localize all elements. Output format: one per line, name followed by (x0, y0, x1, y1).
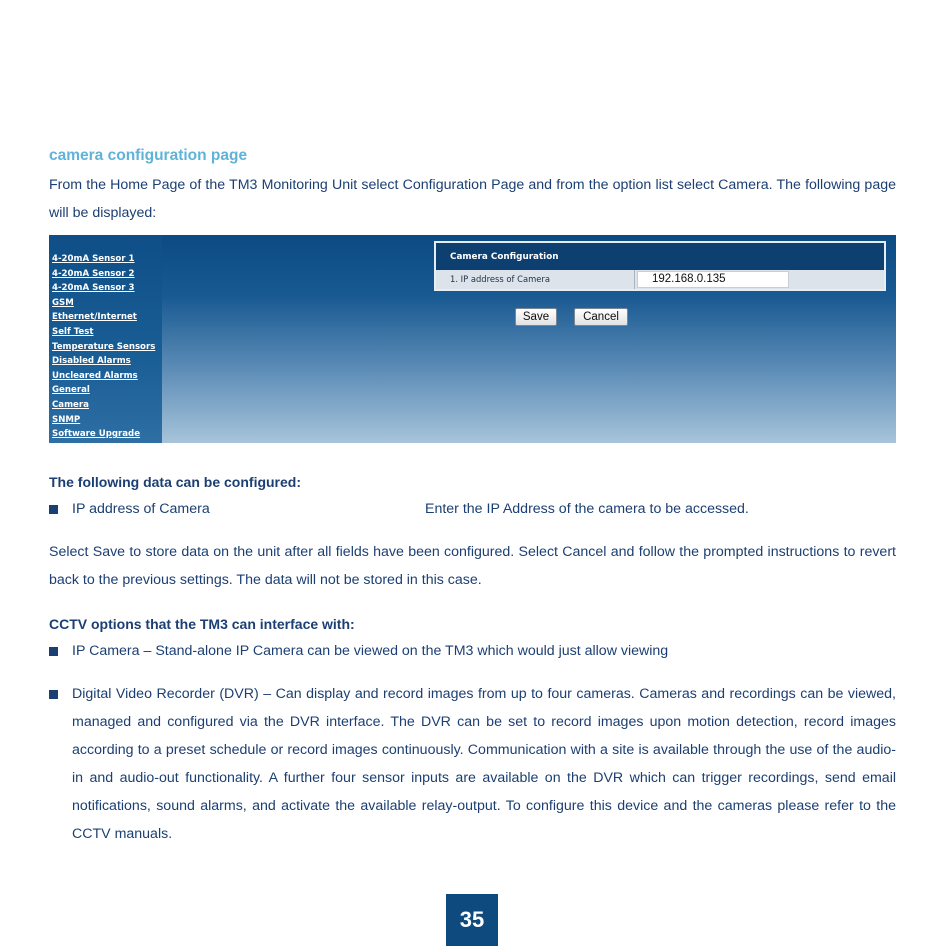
sidebar-item-software-upgrade[interactable]: Software Upgrade (52, 429, 141, 440)
cctv-item (49, 680, 896, 850)
sidebar-item-camera[interactable]: Camera (52, 399, 89, 410)
panel-title: Camera Configuration (450, 252, 559, 262)
configurable-item-description: Enter the IP Address of the camera to be accessed. (425, 501, 749, 517)
intro-paragraph: From the Home Page of the TM3 Monitoring Unit select Configuration Page and from the option list select Camera. The following page will be displayed: (49, 177, 896, 221)
camera-config-screenshot (49, 235, 896, 443)
configurable-heading: The following data can be configured: (49, 474, 302, 490)
cctv-item (49, 637, 896, 665)
page-heading: camera configuration page (49, 147, 248, 164)
sidebar (49, 235, 162, 443)
sidebar-item-uncleared-alarms[interactable]: Uncleared Alarms (52, 370, 138, 381)
cctv-item-text: IP Camera – Stand-alone IP Camera can be viewed on the TM3 which would just allow viewing (72, 643, 669, 659)
sidebar-item-temperature-sensors[interactable]: Temperature Sensors (52, 341, 156, 352)
bullet-square-icon (49, 647, 58, 656)
sidebar-item-gsm[interactable]: GSM (52, 297, 74, 308)
sidebar-item-general[interactable]: General (52, 385, 90, 396)
camera-config-panel (434, 241, 886, 291)
save-button[interactable]: Save (515, 308, 557, 326)
ip-address-row (436, 270, 884, 289)
sidebar-item-sensor-2[interactable]: 4-20mA Sensor 2 (52, 268, 135, 279)
sidebar-item-snmp[interactable]: SNMP (52, 414, 81, 425)
sidebar-item-sensor-1[interactable]: 4-20mA Sensor 1 (52, 254, 135, 264)
save-note-paragraph: Select Save to store data on the unit after all fields have been configured. Select Cancel and follow the prompted instructions to revert back to the previous settings. The data will not be stored in this case. (49, 544, 896, 588)
page-number: 35 (446, 894, 498, 946)
sidebar-item-ethernet[interactable]: Ethernet/Internet (52, 312, 137, 323)
bullet-square-icon (49, 690, 58, 699)
bullet-square-icon (49, 505, 58, 514)
cctv-item-text: Digital Video Recorder (DVR) – Can display and record images from up to four cameras. Cameras and recordings can be viewed, managed and configured via the DVR interface. The DVR can be set to record images upon motion detection, record images according to a preset schedule or record images continuously. Communication with a site is available through the use of the audio-in and audio-out functionality. A further four sensor inputs are available on the DVR which can trigger recordings, send email notifications, sound alarms, and activate the available relay-output. To configure this device and the cameras please refer to the CCTV manuals. (72, 686, 896, 842)
sidebar-item-self-test[interactable]: Self Test (52, 326, 94, 337)
row-divider (634, 270, 635, 289)
sidebar-item-sensor-3[interactable]: 4-20mA Sensor 3 (52, 283, 135, 294)
cancel-button[interactable]: Cancel (574, 308, 628, 326)
ip-address-input[interactable]: 192.168.0.135 (637, 271, 789, 288)
configurable-item-name: IP address of Camera (72, 501, 210, 517)
sidebar-item-disabled-alarms[interactable]: Disabled Alarms (52, 356, 131, 367)
ip-address-label: 1. IP address of Camera (450, 274, 551, 284)
configurable-item (49, 495, 896, 523)
cctv-heading: CCTV options that the TM3 can interface with: (49, 616, 355, 632)
sidebar-links (52, 252, 155, 442)
